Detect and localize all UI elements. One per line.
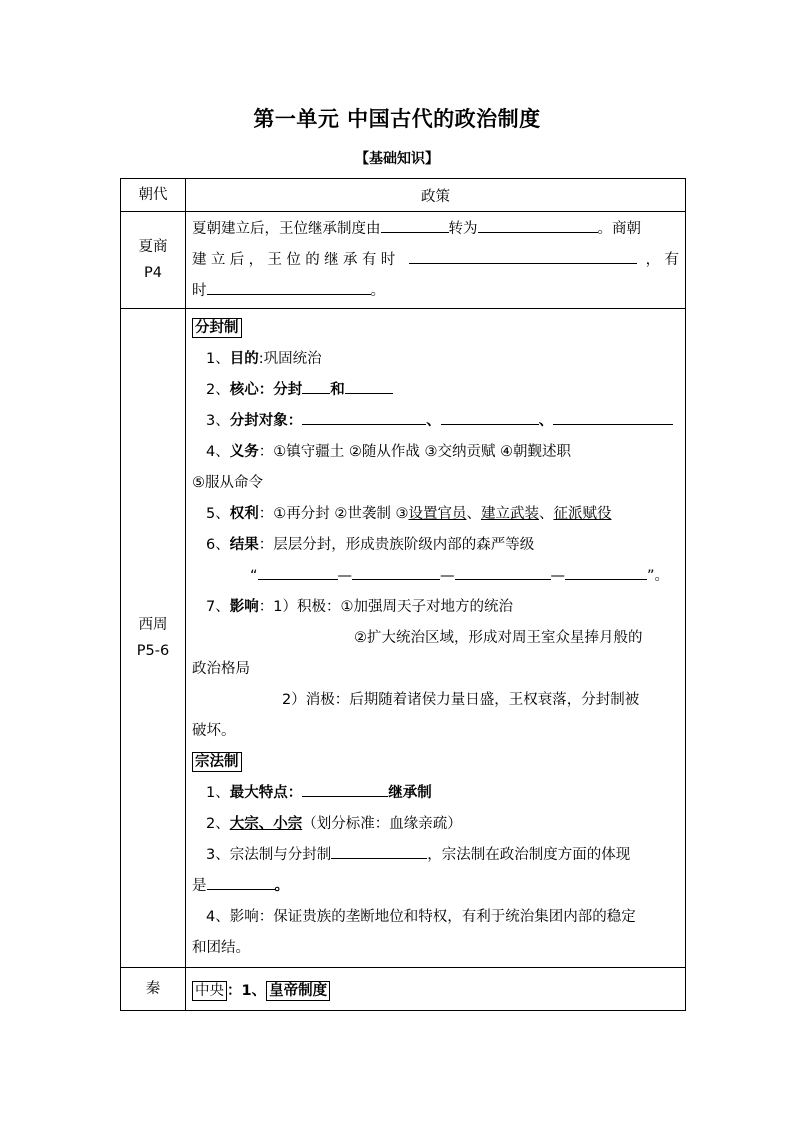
item-text: 是	[192, 878, 207, 894]
fill-blank[interactable]	[352, 564, 440, 580]
section-heading: 【基础知识】	[355, 151, 439, 167]
fill-blank[interactable]	[207, 279, 371, 295]
fill-blank[interactable]	[258, 564, 338, 580]
dash: —	[550, 568, 566, 584]
era-cell-xia-shang	[121, 212, 186, 309]
text: 。商朝	[597, 220, 641, 237]
item-number: 1、	[206, 785, 230, 801]
item-text: ：1）积极：①加强周天子对地方的统治	[258, 599, 513, 615]
text: 建立后，王位的继承有时	[192, 251, 400, 268]
item-text: 。	[274, 878, 289, 894]
item-text: ：1、	[227, 982, 267, 999]
item-label: 义务	[229, 444, 259, 460]
era-name: 夏商	[138, 239, 168, 255]
separator: 、	[538, 506, 554, 522]
text: 夏朝建立后，王位继承制度由	[192, 220, 381, 237]
item-number: 6、	[206, 537, 230, 553]
item-label: 分封对象：	[229, 413, 303, 429]
fill-blank[interactable]	[409, 248, 637, 264]
document-title: 第一单元 中国古代的政治制度	[253, 107, 541, 131]
item-text: ：层层分封，形成贵族阶级内部的森严等级	[258, 537, 535, 553]
table-row-qin	[121, 968, 686, 1011]
policy-cell-xia-shang	[186, 212, 686, 309]
emperor-system-box: 皇帝制度	[266, 981, 330, 1001]
item-number: 2、	[206, 382, 230, 398]
policy-cell-western-zhou	[186, 309, 686, 968]
era-page: P4	[144, 265, 162, 281]
item-text: （划分标准：血缘亲疏）	[302, 816, 462, 832]
item-label: 核心：分封	[229, 382, 303, 398]
quote: ”。	[647, 568, 670, 584]
item-text: 继承制	[388, 785, 432, 801]
fill-blank[interactable]	[381, 217, 449, 233]
item-text: ②扩大统治区域，形成对周王室众星捧月般的	[354, 630, 643, 646]
list-item	[192, 809, 679, 840]
list-item	[192, 344, 679, 375]
item-number: 3、	[206, 413, 230, 429]
item-text: :巩固统治	[258, 351, 322, 367]
dash: —	[337, 568, 353, 584]
fill-blank[interactable]	[455, 564, 551, 580]
fill-blank[interactable]	[553, 409, 673, 425]
item-number: 5、	[206, 506, 230, 522]
item-label: 最大特点：	[229, 785, 303, 801]
dash: —	[440, 568, 455, 584]
table-row-western-zhou	[121, 309, 686, 968]
separator: 、	[466, 506, 481, 522]
list-item	[192, 437, 679, 468]
item-text: 3、宗法制与分封制	[206, 847, 332, 863]
fill-blank[interactable]	[565, 564, 647, 580]
item-label: 影响	[229, 599, 259, 615]
item-text: ，宗法制在政治制度方面的体现	[427, 847, 631, 863]
table-header-row	[121, 179, 686, 212]
list-item	[192, 375, 679, 406]
item-text: ：①再分封 ②世袭制 ③	[258, 506, 409, 522]
underlined-term: 设置官员	[408, 506, 467, 522]
item-text: ：①镇守疆土 ②随从作战 ③交纳贡赋 ④朝觐述职	[258, 444, 572, 460]
item-text: 2）消极：后期随着诸侯力量日盛，王权衰落，分封制被	[282, 692, 640, 708]
policy-table	[120, 178, 686, 1011]
table-row-xia-shang	[121, 212, 686, 309]
fenfeng-heading: 分封制	[192, 318, 242, 338]
era-page: P5-6	[136, 643, 170, 659]
text: ，有	[645, 251, 680, 268]
item-number: 4、	[206, 444, 230, 460]
list-item	[192, 406, 679, 437]
item-number: 7、	[206, 599, 230, 615]
list-item	[192, 840, 679, 871]
header-policy: 政策	[186, 179, 686, 212]
fill-blank[interactable]	[302, 781, 388, 797]
item-continuation: 和团结。	[192, 940, 250, 956]
text: 转为	[448, 220, 478, 237]
quote: “	[250, 568, 258, 584]
item-continuation	[192, 871, 679, 902]
item-continuation: ⑤服从命令	[192, 475, 263, 491]
item-continuation: 政治格局	[192, 661, 250, 677]
separator: 、	[426, 413, 441, 429]
hierarchy-blanks	[192, 561, 679, 592]
fill-blank[interactable]	[345, 378, 393, 394]
item-label: 目的	[229, 351, 259, 367]
underlined-term: 大宗、小宗	[229, 816, 303, 832]
central-box: 中央	[192, 981, 227, 1001]
underlined-term: 建立武装	[480, 506, 539, 522]
list-item	[192, 778, 679, 809]
fill-blank[interactable]	[302, 378, 330, 394]
justified-line	[192, 245, 679, 276]
item-continuation: 破坏。	[192, 723, 236, 739]
text: 时	[192, 282, 207, 299]
item-label: 结果	[229, 537, 259, 553]
era-name: 西周	[138, 617, 168, 633]
fill-blank[interactable]	[207, 874, 275, 890]
item-text: 和	[330, 382, 345, 398]
fill-blank[interactable]	[441, 409, 539, 425]
fill-blank[interactable]	[478, 217, 598, 233]
item-label: 权利	[229, 506, 259, 522]
header-era: 朝代	[121, 179, 186, 212]
separator: 、	[538, 413, 554, 429]
list-item	[192, 499, 679, 530]
underlined-term: 征派赋役	[553, 506, 612, 522]
item-number: 1、	[206, 351, 230, 367]
policy-cell-qin	[186, 968, 686, 1011]
list-item	[192, 530, 679, 561]
item-number: 2、	[206, 816, 230, 832]
text: 。	[370, 282, 385, 299]
fill-blank[interactable]	[331, 843, 427, 859]
zongfa-heading: 宗法制	[192, 752, 242, 772]
era-cell-qin: 秦	[121, 968, 186, 1011]
list-item	[192, 592, 679, 623]
era-cell-western-zhou	[121, 309, 186, 968]
list-item: 4、影响：保证贵族的垄断地位和特权，有利于统治集团内部的稳定	[206, 909, 636, 925]
fill-blank[interactable]	[302, 409, 426, 425]
